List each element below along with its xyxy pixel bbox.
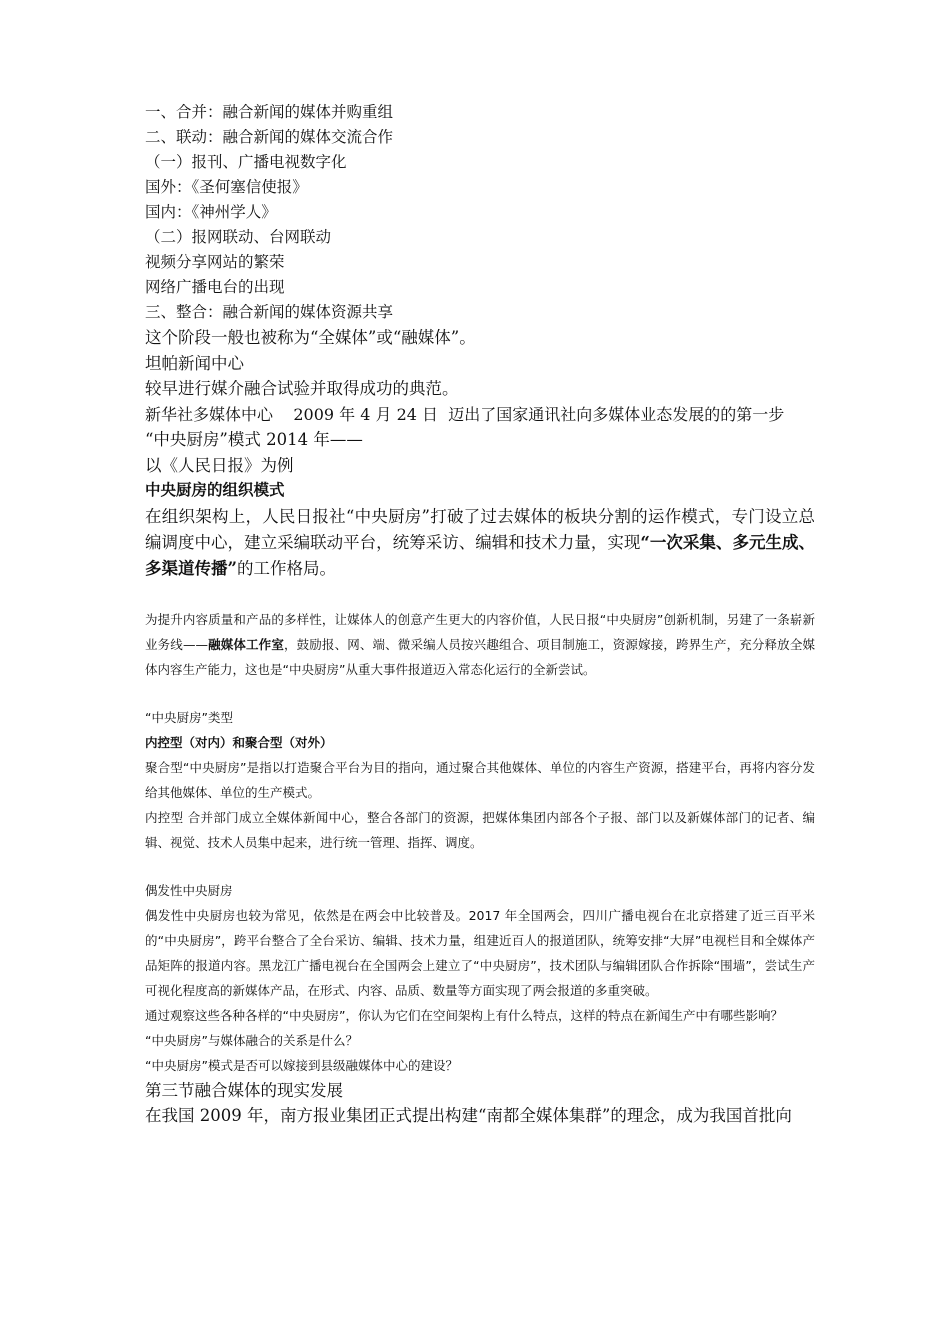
types-subtitle: 内控型（对内）和聚合型（对外） [145,734,333,750]
types-title: “中央厨房”类型 [145,709,233,725]
org-model-paragraph [145,504,815,582]
tampa-title: 坦帕新闻中心 [145,353,244,373]
occasional-title: 偶发性中央厨房 [145,882,233,898]
outline-line-2: 二、联动：融合新闻的媒体交流合作 [145,128,394,146]
outline-line-8: 网络广播电台的出现 [145,278,285,296]
outline-line-3: （一）报刊、广播电视数字化 [145,153,347,171]
question-paragraph-1: 通过观察这些各种各样的“中央厨房”，你认为它们在空间架构上有什么特点，这样的特点在新闻生产中有哪些影响？ [145,1007,783,1023]
occasional-paragraph: 偶发性中央厨房也较为常见，依然是在两会中比较普及。2017 年全国两会，四川广播电视台在北京搭建了近三百平米的“中央厨房”，跨平台整合了全台采访、编辑、技术力量，组建近百人的报道团队，统筹安排“大屏”电视栏目和全媒体产品矩阵的报道内容。黑龙江广播电视台在全国两会上建立了“中央厨房”，技术团队与编辑团队合作拆除“围墙”，尝试生产可视化程度高的新媒体产品，在形式、内容、品质、数量等方面实现了两会报道的多重突破。 [145,907,815,998]
section-3-title: 第三节融合媒体的现实发展 [145,1080,343,1100]
studio-text-bold: 融媒体工作室 [207,636,284,652]
last-paragraph: 在我国 2009 年，南方报业集团正式提出构建“南都全媒体集群”的理念，成为我国首批向 [145,1106,792,1125]
org-model-heading: 中央厨房的组织模式 [145,481,285,499]
studio-text-c: ，鼓励报、网、端、微采编人员按兴趣组合、项目制施工，资源嫁接，跨界生产，充分释放全媒体内容生产能力，这也是“中央厨房”从重大事件报道迈入常态化运行的全新尝试。 [145,636,815,677]
tampa-note: 较早进行媒介融合试验并取得成功的典范。 [145,379,459,398]
outline-line-1: 一、合并：融合新闻的媒体并购重组 [145,103,394,121]
question-3: “中央厨房”模式是否可以嫁接到县级融媒体中心的建设？ [145,1057,458,1073]
studio-paragraph [145,607,815,682]
document-page [145,100,815,1129]
outline-line-4: 国外：《圣何塞信使报》 [145,178,308,196]
outline-line-6: （二）报网联动、台网联动 [145,228,332,246]
org-model-text-a: 在组织架构上，人民日报社“中央厨房”打破了过去媒体的板块分割的运作模式，专门设立总编调度中心，建立采编联动平台，统筹采访、编辑和技术力量，实现 [145,506,815,552]
kitchen-model-line: “中央厨房”模式 2014 年—— [145,430,363,449]
internal-paragraph: 内控型 合并部门成立全媒体新闻中心，整合各部门的资源，把媒体集团内部各个子报、部门以及新媒体部门的记者、编辑、视觉、技术人员集中起来，进行统一管理、指挥、调度。 [145,809,815,850]
peoples-daily-example: 以《人民日报》为例 [145,455,294,475]
org-model-text-bold: “一次采集、多元生成、多渠道传播” [145,532,815,578]
aggregate-paragraph: 聚合型“中央厨房”是指以打造聚合平台为目的指向，通过聚合其他媒体、单位的内容生产资源，搭建平台，再将内容分发给其他媒体、单位的生产模式。 [145,759,815,800]
xinhua-line: 新华社多媒体中心 2009 年 4 月 24 日 迈出了国家通讯社向多媒体业态发展的的第一步 [145,404,785,424]
outline-line-5: 国内：《神州学人》 [145,203,277,221]
outline-line-7: 视频分享网站的繁荣 [145,253,285,271]
stage-note: 这个阶段一般也被称为“全媒体”或“融媒体”。 [145,328,476,347]
outline-line-9: 三、整合：融合新闻的媒体资源共享 [145,303,394,321]
org-model-text-c: 的工作格局。 [237,558,336,578]
studio-text-a: 为提升内容质量和产品的多样性，让媒体人的创意产生更大的内容价值，人民日报“中央厨房”创新机制，另建了一条崭新业务线—— [145,611,815,652]
question-2: “中央厨房”与媒体融合的关系是什么？ [145,1032,358,1048]
